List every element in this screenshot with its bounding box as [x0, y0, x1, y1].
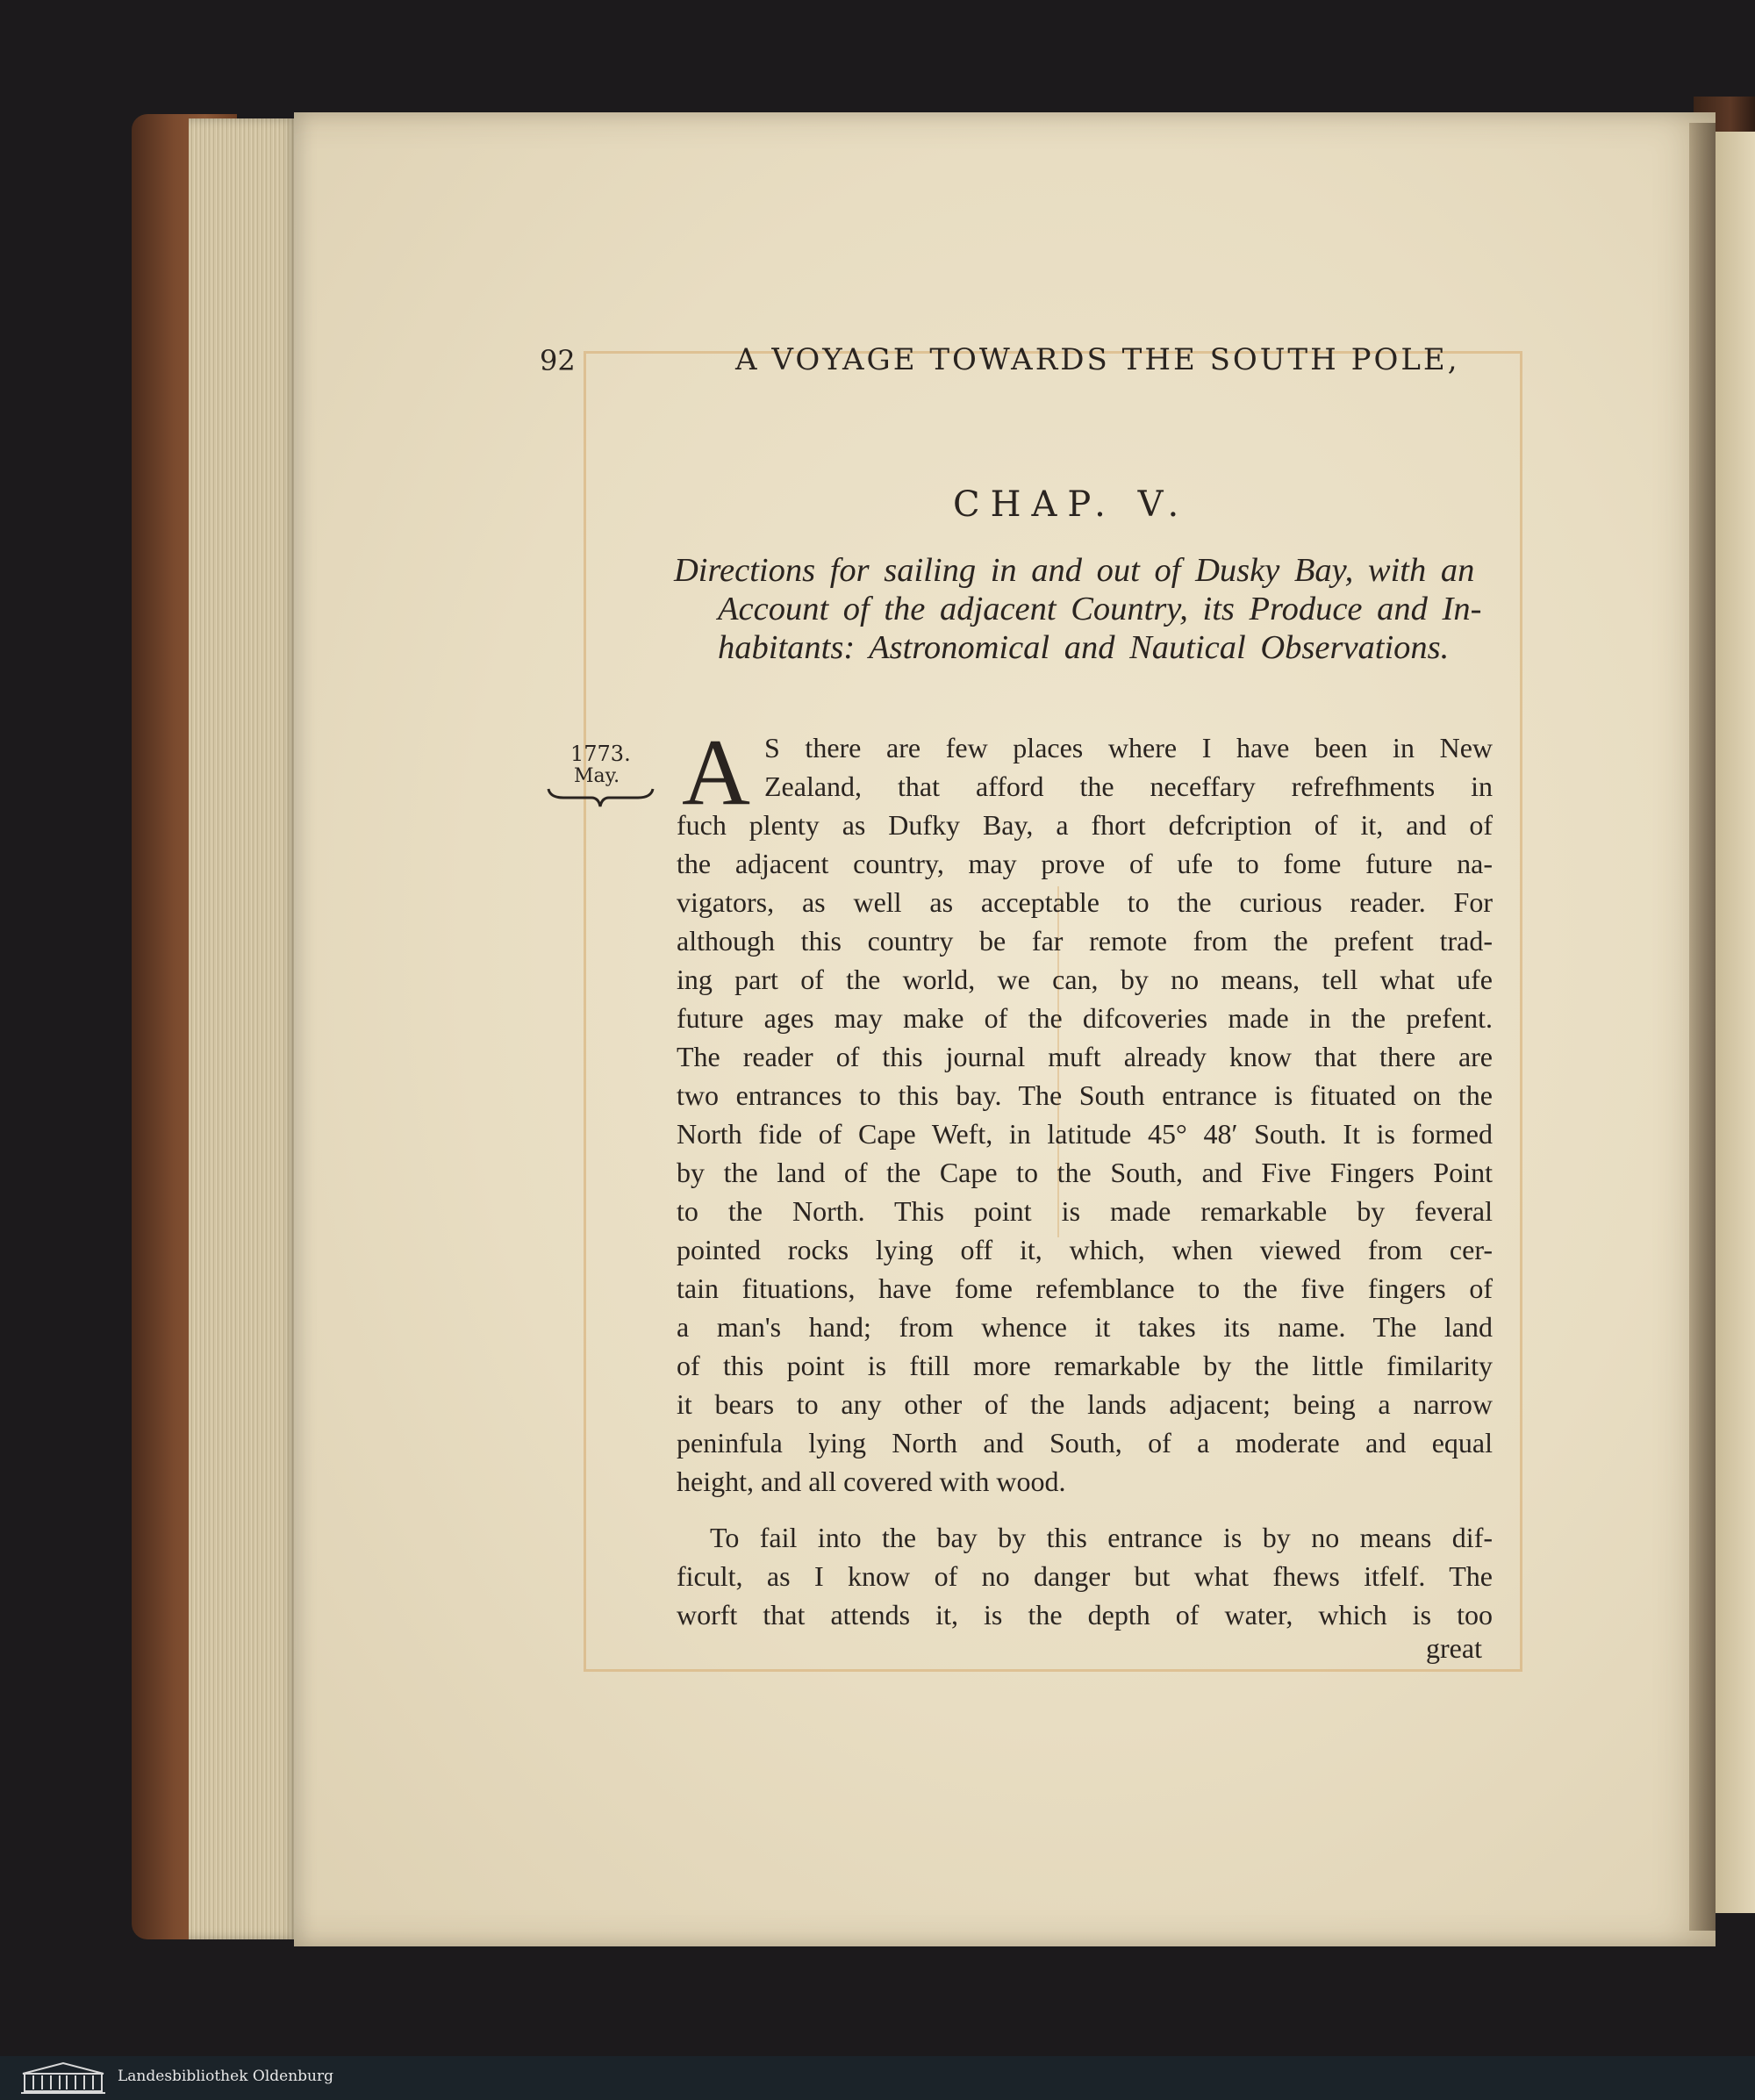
text-line: although this country be far remote from the prefent trad-: [677, 925, 1493, 957]
summary-line: Directions for sailing in and out of Dusky Bay, with an: [674, 552, 1475, 589]
chapter-heading: CHAP. V.: [953, 484, 1190, 525]
summary-line: habitants: Astronomical and Nautical Observations.: [718, 629, 1450, 666]
page-edges: [189, 118, 298, 1939]
paragraph-2: [677, 1518, 1493, 1634]
text-line: height, and all covered with wood.: [677, 1466, 1066, 1497]
text-line: To fail into the bay by this entrance is by no means dif-: [710, 1522, 1493, 1553]
text-line: the adjacent country, may prove of ufe to fome future na-: [677, 848, 1493, 879]
text-line: tain fituations, have fome refemblance to the five fingers of: [677, 1272, 1493, 1304]
text-line: future ages may make of the difcoveries made in the prefent.: [677, 1002, 1493, 1034]
chapter-summary: [674, 551, 1494, 667]
margin-note-year: 1773.: [570, 742, 631, 766]
text-line: fuch plenty as Dufky Bay, a fhort defcription of it, and of: [677, 809, 1493, 841]
running-head: A VOYAGE TOWARDS THE SOUTH POLE,: [735, 342, 1460, 377]
text-line: a man's hand; from whence it takes its name. The land: [677, 1311, 1493, 1343]
text-line: it bears to any other of the lands adjacent; being a narrow: [677, 1388, 1493, 1420]
footer-banner: [0, 2056, 1755, 2100]
text-line: North fide of Cape Weft, in latitude 45° 48′ South. It is formed: [677, 1118, 1493, 1150]
text-line: peninfula lying North and South, of a moderate and equal: [677, 1427, 1493, 1459]
text-line: ing part of the world, we can, by no means, tell what ufe: [677, 964, 1493, 995]
text-line: S there are few places where I have been in New: [764, 732, 1493, 763]
brace-icon: [546, 785, 655, 812]
margin-note-month: May.: [574, 765, 620, 787]
facing-page-edge: [1716, 132, 1755, 1913]
paragraph-1: [677, 720, 1493, 1501]
text-line: The reader of this journal muft already know that there are: [677, 1041, 1493, 1072]
text-line: to the North. This point is made remarkable by feveral: [677, 1195, 1493, 1227]
text-line: two entrances to this bay. The South entrance is fituated on the: [677, 1079, 1493, 1111]
library-name: Landesbibliothek Oldenburg: [118, 2068, 334, 2085]
catchword: great: [1426, 1632, 1482, 1664]
page-number: 92: [540, 344, 576, 377]
text-line: of this point is ftill more remarkable by the little fimilarity: [677, 1350, 1493, 1381]
text-line: Zealand, that afford the neceffary refrefhments in: [764, 770, 1493, 802]
text-line: worft that attends it, is the depth of water, which is too: [677, 1599, 1493, 1631]
drop-cap: A: [682, 720, 750, 825]
library-building-icon: [19, 2061, 107, 2095]
text-line: pointed rocks lying off it, which, when viewed from cer-: [677, 1234, 1493, 1265]
text-line: ficult, as I know of no danger but what fhews itfelf. The: [677, 1560, 1493, 1592]
summary-line: Account of the adjacent Country, its Produce and In-: [718, 591, 1482, 627]
text-line: vigators, as well as acceptable to the curious reader. For: [677, 886, 1493, 918]
text-line: by the land of the Cape to the South, and Five Fingers Point: [677, 1157, 1493, 1188]
page-gutter-shadow: [1689, 123, 1716, 1931]
